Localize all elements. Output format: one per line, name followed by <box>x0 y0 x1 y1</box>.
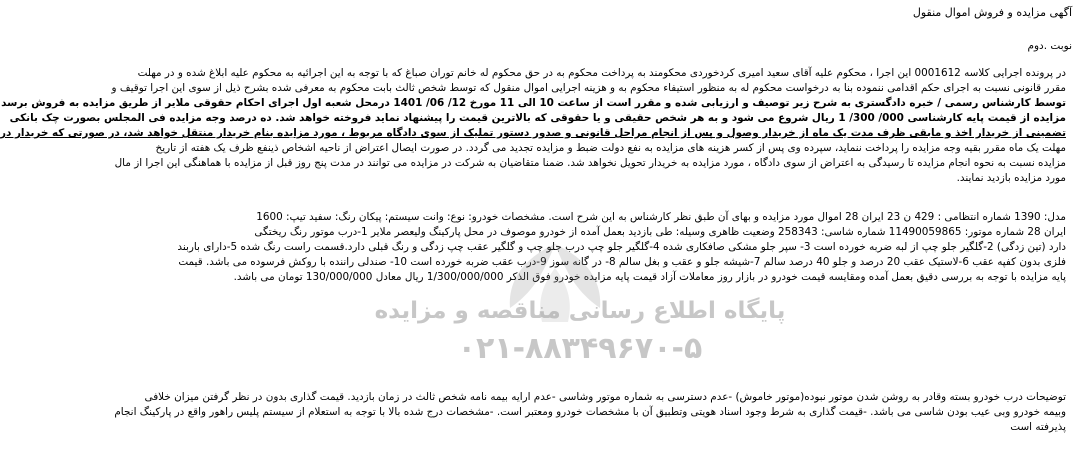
para1-line: مقرر قانونی نسبت به اجرای حکم اقدامی ننموده بنا به درخواست محکوم له به منظور استیفاء محکوم به و هزینه اجرایی اموال منقول که توسط شخص ثالث بابت محکوم به معرفی شده بشرح ذیل از سوی این اجرا توقیف و <box>111 82 1066 94</box>
watermark-text: پایگاه اطلاع رسانی مناقصه و مزایده <box>374 298 786 324</box>
para2-line: فلزی بدون کفپه عقب 6-لاستیک عقب 20 درصد و جلو 40 درصد سالم 7-شیشه جلو و عقب و بغل سالم 8- در گانه سوز 9-درب عقب ضربه خورده است 10- صندلی راننده با روکش فرسوده می باشد. قیمت <box>178 256 1066 268</box>
para2-line: ایران 28 شماره موتور: 11490059865 شماره شاسی: 258343 وضعیت ظاهری وسیله: طی بازدید بعمل آمده از خودرو موصوف در محل پارکینگ ولیعصر ملایر 1-درب موتور رنگ ریختگی <box>254 226 1066 238</box>
para3-line: توضیحات درب خودرو بسته وقادر به روشن شدن موتور نبوده(موتور خاموش) -عدم دسترسی به شماره موتور وشاسی -عدم ارایه بیمه نامه شخص ثالث در زمان بازدید. قیمت گذاری بدون در نظر گرفتن میزان خلافی <box>144 391 1066 403</box>
notice-title: آگهی مزایده و فروش اموال منقول <box>912 6 1072 19</box>
para1-line: مورد مزایده بازدید نمایند. <box>956 172 1066 184</box>
para1-line: توسط کارشناس رسمی / خبره دادگستری به شرح زیر توصیف و ارزیابی شده و مقرر است از ساعت 10 الی 11 مورخ 12/ 06/ 1401 درمحل شعبه اول اجرای احکام حقوقی ملایر از طریق مزایده به فروش برسد <box>1 97 1066 109</box>
watermark-phone: ۰۲۱-۸۸۳۴۹۶۷۰-۵ <box>457 331 703 366</box>
para3-line: وبیمه خودرو وبی عیب بودن شاسی می باشد. -قیمت گذاری به شرط وجود اسناد هویتی وتطبیق آن با مشخصات خودرو ومعتبر است. -مشخصات درج شده بالا با توجه به استعلام از سیستم پلیس راهور واقع در پارکینگ انجام <box>114 406 1066 418</box>
para2-line: مدل: 1390 شماره انتظامی : 429 ن 23 ایران 28 اموال مورد مزایده و بهای آن طبق نظر کارشناس به این شرح است. مشخصات خودرو: نوع: وانت سیستم: پیکان رنگ: سفید تیپ: 1600 <box>256 211 1066 223</box>
para1-line: در پرونده اجرایی کلاسه 0001612 این اجرا ، محکوم علیه آقای سعید امیری کردخوردی محکومند به پرداخت محکوم به در حق محکوم له خانم توران صباغ که با توجه به این اجرائیه به محکوم علیه ابلاغ شده و در مهلت <box>137 67 1066 79</box>
para1-line: مهلت یک ماه مقرر بقیه وجه مزایده را پرداخت ننماید، سپرده وی پس از کسر هزینه های مزایده به نفع دولت ضبط و مزایده تجدید می گردد. در صورت ایصال اعتراض از ناحیه اشخاص ذینفع ظرف یک هفته از تاریخ <box>155 142 1066 154</box>
para2-line: پایه مزایده با توجه به بررسی دقیق بعمل آمده ومقایسه قیمت خودرو در بازار روز معاملات آزاد قیمت پایه مزایده خودرو فوق الذکر 1/300/000/000 ریال معادل 130/000/000 تومان می باشد. <box>233 271 1066 283</box>
para1-line: تضمینی از خریدار اخذ و مابقی ظرف مدت یک ماه از خریدار وصول و پس از انجام مراحل قانونی و صدور دستور تملیک از سوی دادگاه مربوط ، مورد مزایده بنام خریدار منتقل خواهد شد، در صورتی که خریدار در <box>0 127 1066 139</box>
para3-line: پذیرفته است <box>1010 421 1066 433</box>
para1-line: مزایده نسبت به نحوه انجام مزایده تا رسیدگی به اعتراض از سوی دادگاه ، مورد مزایده به خریدار تحویل نخواهد شد. ضمنا متقاضیان به شرکت در مزایده می توانند در مدت پنج روز قبل از مزایده با هماهنگی این اجرا از مال <box>114 157 1066 169</box>
notice-round: نوبت .دوم <box>1027 40 1072 52</box>
para2-line: دارد (تین زدگی) 2-گلگیر جلو چپ از لبه ضربه خورده است 3- سپر جلو مشکی صافکاری شده 4-گلگیر جلو چپ درب جلو چپ و گلگیر عقب چپ زدگی و رنگ قبلی دارد.قسمت راست رنگ شده 5-دارای باربند <box>177 241 1066 253</box>
para1-line: مزایده از قیمت پایه کارشناسی 000/ 300/ 1 ریال شروع می شود و به هر شخص حقیقی و یا حقوقی که بالاترین قیمت را پیشنهاد نماید فروخته خواهد شد. ده درصد وجه مزایده فی المجلس بصورت چک بانکی <box>9 112 1066 124</box>
